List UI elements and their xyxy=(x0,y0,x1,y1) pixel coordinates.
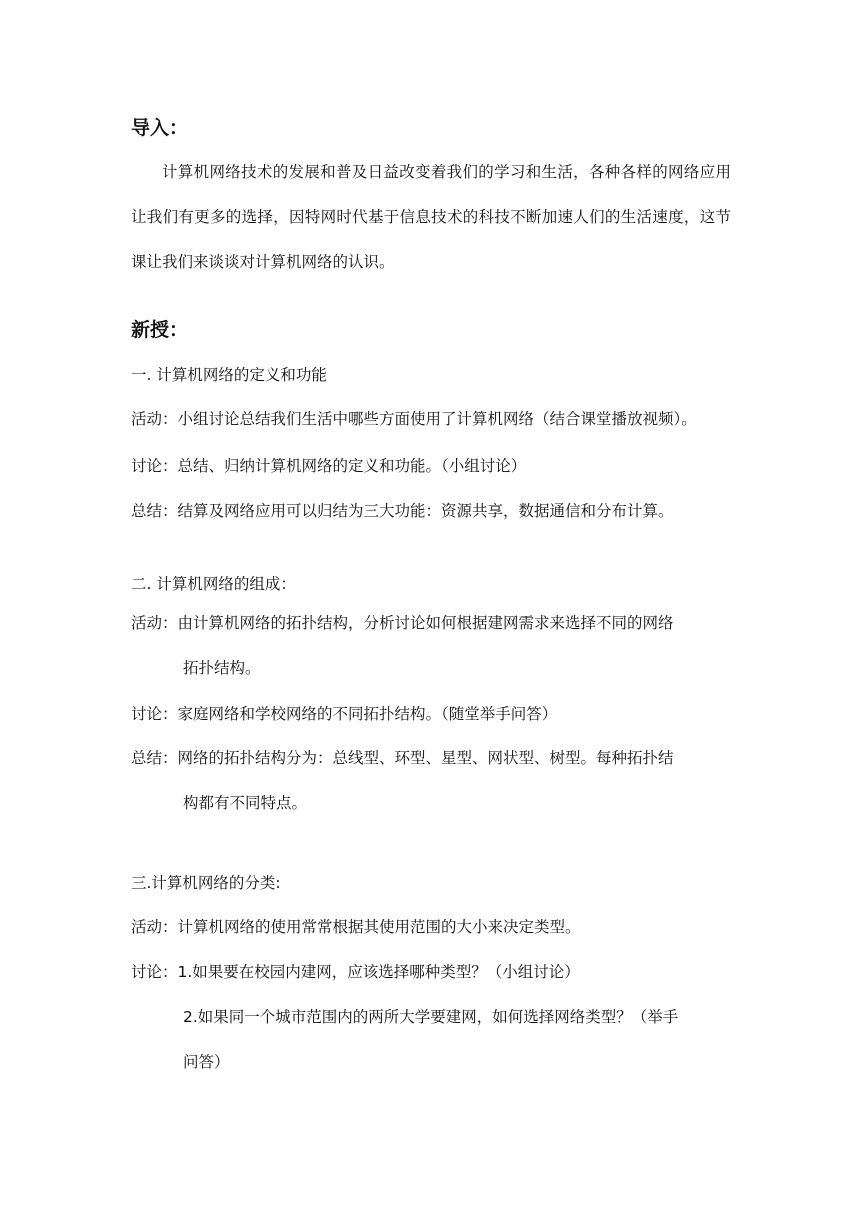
section-2-discussion: 讨论：家庭网络和学校网络的不同拓扑结构。（随堂举手问答） xyxy=(131,705,558,723)
section-2-title: 二. 计算机网络的组成： xyxy=(131,575,296,593)
section-1-summary: 总结：结算及网络应用可以归结为三大功能：资源共享，数据通信和分布计算。 xyxy=(131,502,674,520)
section-1-activity: 活动：小组讨论总结我们生活中哪些方面使用了计算机网络（结合课堂播放视频）。 xyxy=(131,410,697,428)
section-2-summary: 总结：网络的拓扑结构分为：总线型、环型、星型、网状型、树型。每种拓扑结 xyxy=(131,749,674,767)
intro-heading: 导入： xyxy=(131,117,189,139)
section-3-title: 三.计算机网络的分类: xyxy=(131,874,281,892)
section-3-discussion: 讨论：1.如果要在校园内建网，应该选择哪种类型？（小组讨论） xyxy=(131,963,580,981)
section-1-title: 一. 计算机网络的定义和功能 xyxy=(131,366,327,384)
section-3-activity: 活动：计算机网络的使用常常根据其使用范围的大小来决定类型。 xyxy=(131,918,581,936)
section-1-discussion: 讨论：总结、归纳计算机网络的定义和功能。（小组讨论） xyxy=(131,457,527,475)
section-2-activity: 活动：由计算机网络的拓扑结构，分析讨论如何根据建网需求来选择不同的网络 xyxy=(131,614,674,632)
section-2-summary-cont: 构都有不同特点。 xyxy=(183,794,308,812)
new-lesson-heading: 新授： xyxy=(131,319,189,341)
section-3-discussion-q2: 2.如果同一个城市范围内的两所大学要建网，如何选择网络类型？（举手 xyxy=(183,1008,679,1026)
section-3-discussion-q2-cont: 问答） xyxy=(183,1053,230,1071)
intro-paragraph: 计算机网络技术的发展和普及日益改变着我们的学习和生活，各种各样的网络应用让我们有更多的选择，因特网时代基于信息技术的科技不断加速人们的生活速度，这节课让我们来谈谈对计算机网络的认识。 xyxy=(131,163,731,271)
section-2-activity-cont: 拓扑结构。 xyxy=(183,659,261,677)
